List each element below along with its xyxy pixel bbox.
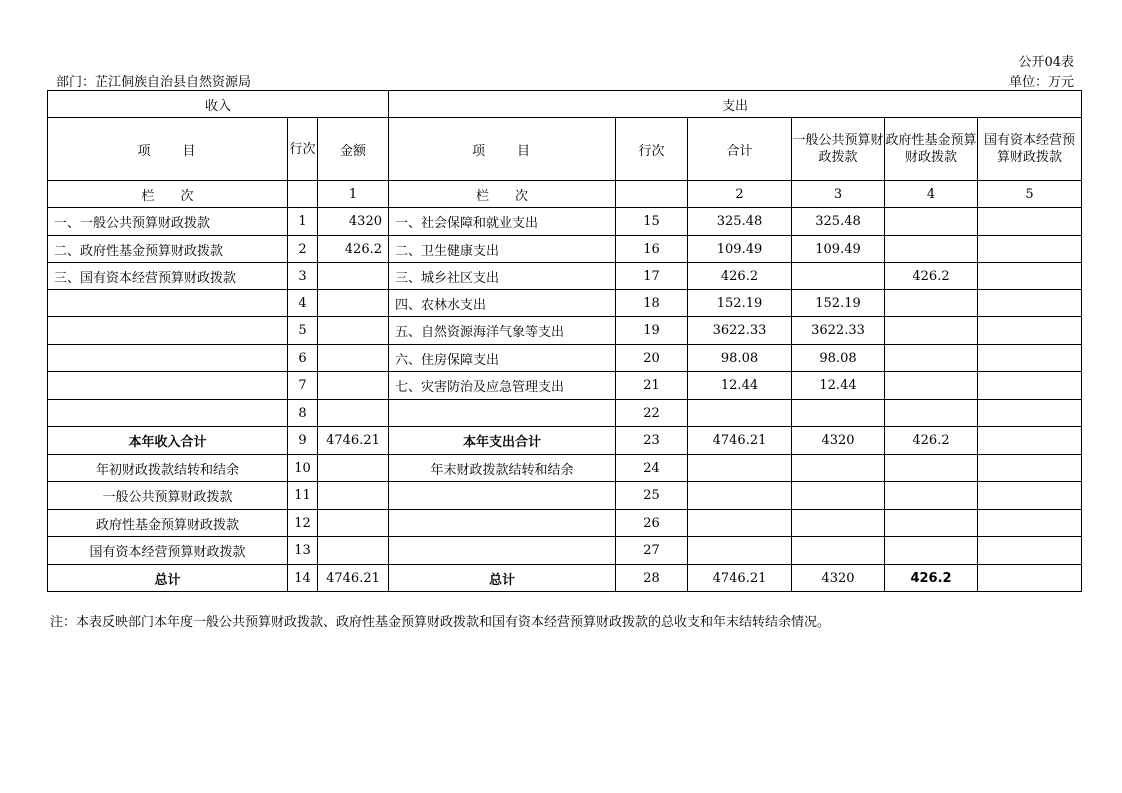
table-row [48, 372, 1082, 400]
expense-state [978, 372, 1082, 400]
expense-total: 4746.21 [688, 565, 792, 592]
expense-row-no: 16 [616, 236, 688, 263]
expense-general [792, 455, 885, 482]
expense-general [792, 263, 885, 290]
expense-total: 426.2 [688, 263, 792, 290]
income-item: 三、国有资本经营预算财政拨款 [48, 263, 288, 290]
expense-fund: 426.2 [885, 565, 978, 592]
expense-general: 4320 [792, 427, 885, 455]
expense-general [792, 510, 885, 537]
unit-label: 单位：万元 [1008, 75, 1074, 90]
expense-row-no: 26 [616, 510, 688, 537]
expense-total: 12.44 [688, 372, 792, 400]
expense-fund [885, 482, 978, 510]
expense-item: 四、农林水支出 [389, 290, 616, 317]
income-item: 二、政府性基金预算财政拨款 [48, 236, 288, 263]
income-row-no: 14 [288, 565, 318, 592]
expense-item [389, 510, 616, 537]
amount-header: 金额 [318, 118, 389, 181]
expense-state [978, 236, 1082, 263]
expense-state [978, 510, 1082, 537]
income-item-header: 项 目 [48, 118, 288, 181]
income-item: 一、一般公共预算财政拨款 [48, 208, 288, 236]
expense-general [792, 400, 885, 427]
expense-fund [885, 345, 978, 372]
state-header: 国有资本经营预算财政拨款 [978, 118, 1082, 181]
expense-row-no: 24 [616, 455, 688, 482]
income-item: 一般公共预算财政拨款 [48, 482, 288, 510]
income-column-label: 栏 次 [48, 181, 288, 208]
expense-fund [885, 372, 978, 400]
expense-fund [885, 400, 978, 427]
total-header: 合计 [688, 118, 792, 181]
expense-item: 七、灾害防治及应急管理支出 [389, 372, 616, 400]
expense-item [389, 482, 616, 510]
expense-general [792, 482, 885, 510]
expense-state [978, 482, 1082, 510]
expense-state [978, 208, 1082, 236]
income-row-no: 13 [288, 537, 318, 565]
table-row [48, 427, 1082, 455]
expense-row-no: 21 [616, 372, 688, 400]
income-amount: 426.2 [318, 236, 389, 263]
expense-total: 3622.33 [688, 317, 792, 345]
income-row-no: 1 [288, 208, 318, 236]
expense-item: 三、城乡社区支出 [389, 263, 616, 290]
income-row-no: 6 [288, 345, 318, 372]
table-row [48, 482, 1082, 510]
income-amount [318, 372, 389, 400]
income-amount [318, 510, 389, 537]
expense-state [978, 263, 1082, 290]
table-note: 注：本表反映部门本年度一般公共预算财政拨款、政府性基金预算财政拨款和国有资本经营预算财政拨款的总收支和年末结转结余情况。 [50, 615, 831, 630]
expense-state [978, 345, 1082, 372]
table-row [48, 236, 1082, 263]
income-item [48, 372, 288, 400]
expense-general: 4320 [792, 565, 885, 592]
income-row-no: 10 [288, 455, 318, 482]
expense-row-no-header: 行次 [616, 118, 688, 181]
expense-general: 12.44 [792, 372, 885, 400]
budget-table [47, 90, 1082, 592]
expense-item: 年末财政拨款结转和结余 [389, 455, 616, 482]
expense-fund [885, 317, 978, 345]
expense-total: 109.49 [688, 236, 792, 263]
income-amount [318, 263, 389, 290]
income-row-no: 3 [288, 263, 318, 290]
table-row [48, 455, 1082, 482]
expense-row-no: 25 [616, 482, 688, 510]
income-item: 本年收入合计 [48, 427, 288, 455]
table-row [48, 263, 1082, 290]
expense-item [389, 537, 616, 565]
expense-row-no: 20 [616, 345, 688, 372]
table-row [48, 565, 1082, 592]
table-row [48, 208, 1082, 236]
expense-total: 152.19 [688, 290, 792, 317]
fund-column-no: 4 [885, 181, 978, 208]
expense-total [688, 482, 792, 510]
table-row [48, 345, 1082, 372]
expense-total: 98.08 [688, 345, 792, 372]
table-row [48, 510, 1082, 537]
income-row-no: 2 [288, 236, 318, 263]
expense-state [978, 455, 1082, 482]
expense-item: 六、住房保障支出 [389, 345, 616, 372]
expense-row-no: 17 [616, 263, 688, 290]
table-row [48, 317, 1082, 345]
expense-fund: 426.2 [885, 427, 978, 455]
income-row-no: 8 [288, 400, 318, 427]
income-item: 国有资本经营预算财政拨款 [48, 537, 288, 565]
expense-state [978, 427, 1082, 455]
expense-total [688, 537, 792, 565]
fund-header: 政府性基金预算财政拨款 [885, 118, 978, 181]
expense-state [978, 400, 1082, 427]
expense-fund [885, 236, 978, 263]
expense-total [688, 510, 792, 537]
income-amount [318, 455, 389, 482]
income-header: 收入 [48, 91, 389, 118]
amount-column-no: 1 [318, 181, 389, 208]
income-amount [318, 290, 389, 317]
income-item: 总计 [48, 565, 288, 592]
expense-total [688, 400, 792, 427]
income-amount [318, 400, 389, 427]
expense-fund [885, 537, 978, 565]
total-column-no: 2 [688, 181, 792, 208]
income-item [48, 317, 288, 345]
expense-state [978, 317, 1082, 345]
income-item [48, 345, 288, 372]
expense-general: 109.49 [792, 236, 885, 263]
expense-item: 总计 [389, 565, 616, 592]
general-header: 一般公共预算财政拨款 [792, 118, 885, 181]
income-item: 政府性基金预算财政拨款 [48, 510, 288, 537]
expense-row-no: 19 [616, 317, 688, 345]
expense-header: 支出 [389, 91, 1082, 118]
income-row-no: 12 [288, 510, 318, 537]
expense-fund: 426.2 [885, 263, 978, 290]
table-row [48, 537, 1082, 565]
income-item [48, 400, 288, 427]
income-row-no: 5 [288, 317, 318, 345]
expense-item-header: 项 目 [389, 118, 616, 181]
general-column-no: 3 [792, 181, 885, 208]
state-column-no: 5 [978, 181, 1082, 208]
expense-general [792, 537, 885, 565]
expense-item: 五、自然资源海洋气象等支出 [389, 317, 616, 345]
expense-item: 本年支出合计 [389, 427, 616, 455]
income-row-no: 4 [288, 290, 318, 317]
income-amount [318, 537, 389, 565]
income-row-no: 11 [288, 482, 318, 510]
expense-general: 325.48 [792, 208, 885, 236]
expense-row-no: 18 [616, 290, 688, 317]
form-code: 公开04表 [1018, 55, 1074, 70]
expense-general: 152.19 [792, 290, 885, 317]
expense-total [688, 455, 792, 482]
income-amount: 4746.21 [318, 565, 389, 592]
expense-item: 一、社会保障和就业支出 [389, 208, 616, 236]
expense-item [389, 400, 616, 427]
expense-fund [885, 455, 978, 482]
expense-total: 4746.21 [688, 427, 792, 455]
income-amount: 4320 [318, 208, 389, 236]
table-row [48, 290, 1082, 317]
expense-general: 3622.33 [792, 317, 885, 345]
expense-row-no: 22 [616, 400, 688, 427]
expense-fund [885, 510, 978, 537]
expense-item: 二、卫生健康支出 [389, 236, 616, 263]
department-label: 部门：芷江侗族自治县自然资源局 [56, 75, 252, 90]
expense-column-label: 栏 次 [389, 181, 616, 208]
expense-state [978, 537, 1082, 565]
income-amount: 4746.21 [318, 427, 389, 455]
expense-total: 325.48 [688, 208, 792, 236]
expense-row-no: 27 [616, 537, 688, 565]
income-amount [318, 345, 389, 372]
expense-fund [885, 290, 978, 317]
income-item: 年初财政拨款结转和结余 [48, 455, 288, 482]
income-row-no: 7 [288, 372, 318, 400]
expense-state [978, 290, 1082, 317]
expense-state [978, 565, 1082, 592]
income-row-no: 9 [288, 427, 318, 455]
income-amount [318, 317, 389, 345]
expense-fund [885, 208, 978, 236]
expense-row-no: 23 [616, 427, 688, 455]
expense-row-no: 15 [616, 208, 688, 236]
expense-general: 98.08 [792, 345, 885, 372]
income-row-no-header: 行次 [288, 118, 318, 181]
table-row [48, 400, 1082, 427]
income-item [48, 290, 288, 317]
income-amount [318, 482, 389, 510]
expense-row-no: 28 [616, 565, 688, 592]
